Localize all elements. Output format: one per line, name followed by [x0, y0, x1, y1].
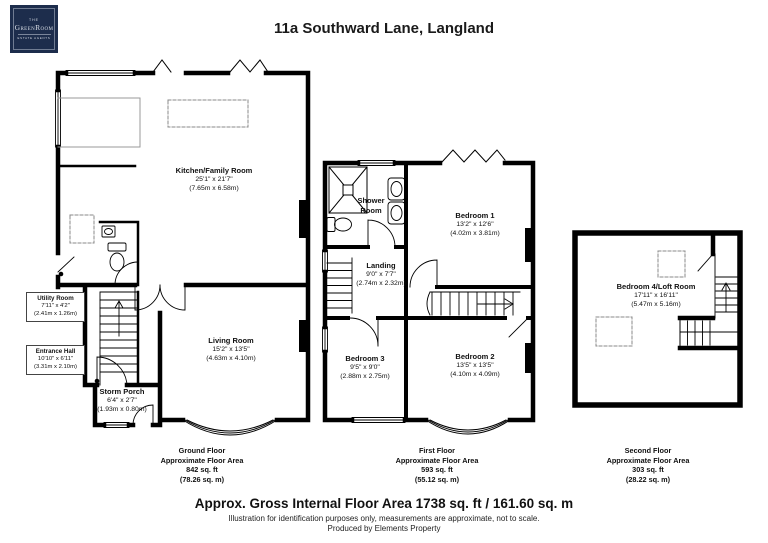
- room-label-shower-room: Shower Room: [357, 196, 385, 215]
- chimney-breast: [299, 200, 308, 238]
- counter-outline: [58, 98, 140, 147]
- disclaimer-text: Illustration for identification purposes only, measurements are approximate, not to scale.: [228, 514, 540, 523]
- chimney-breast: [299, 320, 308, 352]
- producer-credit: Produced by Elements Property: [327, 524, 441, 533]
- room-label-entrance-hall: Entrance Hall 10'10" x 6'11" (3.31m x 2.10m): [26, 345, 85, 375]
- bay-window: [183, 420, 277, 435]
- room-label-living: Living Room 15'2" x 13'5" (4.63m x 4.10m): [206, 336, 256, 362]
- gross-area-total: Approx. Gross Internal Floor Area 1738 sq. ft / 161.60 sq. m: [194, 496, 574, 511]
- chimney-breast: [525, 343, 533, 373]
- logo-name: GreenRoom: [14, 23, 54, 33]
- room-label-bedroom3: Bedroom 3 9'5" x 9'0" (2.88m x 2.75m): [340, 354, 390, 380]
- room-label-storm-porch: Storm Porch 6'4" x 2'7" (1.93m x 0.80m): [97, 387, 147, 413]
- break-line: [153, 60, 268, 72]
- skylight-outline: [658, 251, 685, 277]
- first-floor-plan: [323, 150, 534, 434]
- island-outline: [168, 100, 248, 127]
- room-label-utility: Utility Room 7'11" x 4'2" (2.41m x 1.26m): [26, 292, 85, 322]
- door-hinge-dot: [95, 379, 100, 384]
- page-title: 11a Southward Lane, Langland: [273, 20, 495, 37]
- ground-floor-plan: [56, 60, 309, 435]
- bay-window: [426, 420, 510, 434]
- toilet-icon: [108, 243, 126, 271]
- logo-the: THE: [29, 18, 39, 23]
- room-label-bedroom4-loft: Bedroom 4/Loft Room 17'11" x 16'11" (5.47m x 5.16m): [616, 282, 696, 308]
- skylight-outline: [596, 317, 632, 346]
- appliance-outline: [70, 215, 94, 243]
- room-label-bedroom1: Bedroom 1 13'2" x 12'6" (4.02m x 3.81m): [450, 211, 500, 237]
- ground-floor-caption: Ground Floor Approximate Floor Area 842 sq. ft (78.26 sq. m): [160, 446, 244, 484]
- break-line: [442, 150, 505, 162]
- first-floor-caption: First Floor Approximate Floor Area 593 sq. ft (55.12 sq. m): [395, 446, 479, 484]
- door-hinge-dot: [59, 272, 64, 277]
- room-label-landing: Landing 9'0" x 7'7" (2.74m x 2.32m): [356, 261, 406, 287]
- stairs: [100, 292, 138, 385]
- room-label-kitchen: Kitchen/Family Room 25'1" x 21'7" (7.65m x 6.58m): [175, 166, 253, 192]
- toilet-icon: [327, 218, 352, 232]
- logo-tagline: ESTATE AGENTS: [17, 35, 51, 40]
- second-floor-plan: [575, 233, 740, 405]
- chimney-breast: [525, 228, 533, 262]
- sink-icon: [102, 226, 115, 237]
- second-floor-caption: Second Floor Approximate Floor Area 303 sq. ft (28.22 sq. m): [606, 446, 690, 484]
- room-label-bedroom2: Bedroom 2 13'5" x 13'5" (4.10m x 4.09m): [450, 352, 500, 378]
- door-arc: [698, 254, 713, 271]
